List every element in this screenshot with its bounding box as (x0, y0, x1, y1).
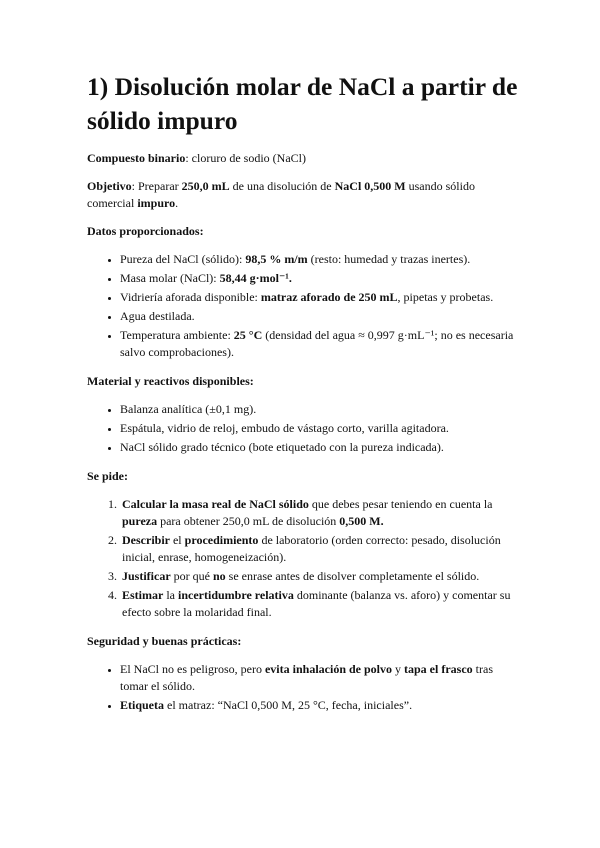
compuesto-label: Compuesto binario (87, 151, 186, 165)
list-item (120, 251, 519, 268)
objetivo-impuro: impuro (137, 196, 176, 210)
objetivo-volume: 250,0 mL (181, 179, 230, 193)
item-bold: Etiqueta (120, 698, 165, 712)
document-title: 1) Disolución molar de NaCl a partir de sólido impuro (87, 72, 518, 135)
item-text: (densidad del agua ≈ 0,997 g·mL⁻¹; no es necesaria salvo comprobaciones). (120, 328, 514, 359)
material-heading: Material y reactivos disponibles: (87, 374, 254, 388)
item-bold: Calcular la masa real de NaCl sólido (122, 497, 309, 511)
list-item (120, 270, 519, 287)
item-bold: Describir (122, 533, 170, 547)
item-text: por qué (170, 569, 213, 583)
item-bold: 0,500 M. (339, 514, 384, 528)
item-text: El NaCl no es peligroso, pero (120, 662, 265, 676)
objetivo-text: . (175, 196, 179, 210)
datos-heading: Datos proporcionados: (87, 224, 204, 238)
item-text: para obtener 250,0 mL de disolución (157, 514, 340, 528)
sepide-list (87, 496, 519, 621)
item-text: Temperatura ambiente: (120, 328, 234, 342)
item-bold: Estimar (122, 588, 164, 602)
item-text: dominante (balanza vs. aforo) y comentar su efecto sobre la molaridad final. (122, 588, 511, 619)
objetivo-text: usando sólido comercial (87, 179, 475, 210)
item-bold: evita inhalación de polvo (264, 662, 392, 676)
item-text: el (169, 533, 185, 547)
item-bold: 98,5 % m/m (245, 252, 308, 266)
item-bold: matraz aforado de 250 mL (260, 290, 398, 304)
item-bold: tapa el frasco (404, 662, 473, 676)
item-bold: 58,44 g·mol⁻¹. (219, 271, 292, 285)
compuesto-paragraph (87, 150, 519, 167)
objetivo-label: Objetivo (87, 179, 132, 193)
item-bold: 25 °C (233, 328, 263, 342)
item-text: Pureza del NaCl (sólido): (120, 252, 246, 266)
list-item: • Espátula, vidrio de reloj, embudo de vástago corto, varilla agitadora. (120, 420, 519, 437)
list-item (120, 661, 519, 695)
item-text: tras tomar el sólido. (120, 662, 493, 693)
seguridad-heading: Seguridad y buenas prácticas: (87, 634, 242, 648)
list-item (120, 587, 519, 621)
list-item (120, 327, 519, 361)
list-item: • Balanza analítica (±0,1 mg). (120, 401, 519, 418)
objetivo-paragraph (87, 178, 519, 212)
item-text: Masa molar (NaCl): (120, 271, 220, 285)
seguridad-list (87, 661, 519, 714)
datos-list (87, 251, 519, 361)
list-item (120, 289, 519, 306)
item-text: de laboratorio (orden correcto: pesado, disolución inicial, enrase, homogeneización). (122, 533, 501, 564)
material-list (87, 401, 519, 456)
list-item: • NaCl sólido grado técnico (bote etiquetado con la pureza indicada). (120, 439, 519, 456)
item-bold: incertidumbre relativa (178, 588, 294, 602)
list-item (120, 308, 519, 325)
item-text: se enrase antes de disolver completamente el sólido. (225, 569, 480, 583)
item-bold: pureza (122, 514, 158, 528)
objetivo-text: de una disolución de (229, 179, 335, 193)
item-text: que debes pesar teniendo en cuenta la (308, 497, 493, 511)
list-item (120, 532, 519, 566)
item-text: Agua destilada. (120, 309, 195, 323)
list-item (120, 568, 519, 585)
compuesto-text: : cloruro de sodio (NaCl) (185, 151, 306, 165)
document-content (87, 70, 519, 726)
item-text: y (392, 662, 404, 676)
item-text: la (163, 588, 178, 602)
item-text: (resto: humedad y trazas inertes). (307, 252, 471, 266)
item-text: Vidriería aforada disponible: (120, 290, 261, 304)
item-bold: no (212, 569, 226, 583)
sepide-heading: Se pide: (87, 469, 129, 483)
item-bold: procedimiento (184, 533, 259, 547)
list-item (120, 697, 519, 714)
list-item (120, 496, 519, 530)
item-text: , pipetas y probetas. (397, 290, 494, 304)
item-text: el matraz: “NaCl 0,500 M, 25 °C, fecha, iniciales”. (164, 698, 413, 712)
item-bold: Justificar (122, 569, 171, 583)
objetivo-text: : Preparar (131, 179, 182, 193)
objetivo-concentration: NaCl 0,500 M (334, 179, 406, 193)
